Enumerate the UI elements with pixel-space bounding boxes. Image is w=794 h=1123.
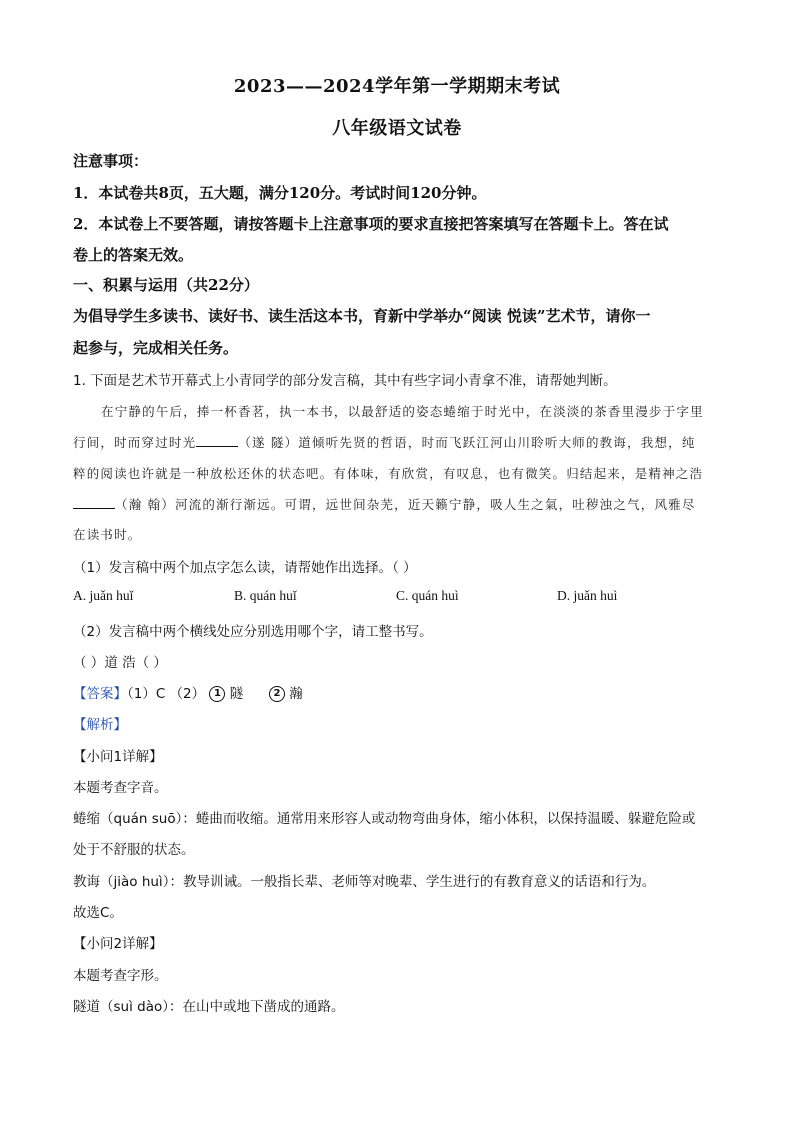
analysis-q1-line-1: 本题考查字音。 bbox=[73, 780, 168, 796]
analysis-q1-line-5: 故选C。 bbox=[73, 905, 123, 921]
question-1-sub-2: （2）发言稿中两个横线处应分别选用哪个字，请工整书写。 bbox=[73, 624, 433, 640]
passage-line-2-end: （遂 隧）道倾听先贤的哲语，时而飞跃江河山川聆听大师的教诲，我想，纯 bbox=[238, 435, 696, 450]
analysis-q2-heading: 【小问2详解】 bbox=[73, 936, 163, 952]
section-1-intro-a: 为倡导学生多读书、读好书、读生活这本书，育新中学举办“阅读 悦读”艺术节，请你一 bbox=[73, 307, 651, 325]
answer-text: （1）C （2） bbox=[127, 686, 206, 702]
passage-line-4-end: （瀚 翰）河流的渐行渐远。可谓，远世间杂芜，近天籁宁静，吸人生之氣，吐秽浊之气，风雅尽 bbox=[115, 497, 696, 512]
notice-item-2b: 卷上的答案无效。 bbox=[73, 246, 194, 264]
analysis-q2-line-2: 隧道（suì dào）：在山中或地下凿成的通路。 bbox=[73, 999, 345, 1015]
answer-blank-2 bbox=[73, 496, 115, 509]
analysis-q2-line-1: 本题考查字形。 bbox=[73, 968, 168, 984]
circled-number-2: 2 bbox=[269, 686, 285, 702]
passage-line-2 bbox=[73, 433, 696, 451]
notice-item-1: 1．本试卷共8页，五大题，满分120分。考试时间120分钟。 bbox=[73, 184, 487, 202]
answer-line bbox=[73, 682, 303, 702]
passage-line-1: 在宁静的午后，捧一杯香茗，执一本书，以最舒适的姿态蜷缩于时光中，在淡淡的茶香里漫步于字里 bbox=[101, 404, 704, 419]
passage-line-4 bbox=[73, 495, 696, 513]
passage-line-5: 在读书时。 bbox=[73, 527, 142, 542]
question-1-sub-2-fill: （ ）道 浩（ ） bbox=[73, 655, 167, 671]
notice-item-2a: 2．本试卷上不要答题，请按答题卡上注意事项的要求直接把答案填写在答题卡上。答在试 bbox=[73, 215, 669, 233]
answer-tag: 【答案】 bbox=[73, 686, 127, 702]
answer-char-2: 瀚 bbox=[289, 686, 303, 702]
analysis-q1-line-3: 处于不舒服的状态。 bbox=[73, 842, 195, 858]
option-b: B. quán huǐ bbox=[234, 588, 297, 603]
passage-line-2-start: 行间，时而穿过时光 bbox=[73, 435, 197, 450]
section-1-heading: 一、积累与运用（共22分） bbox=[73, 276, 259, 294]
section-1-intro-b: 起参与，完成相关任务。 bbox=[73, 339, 239, 357]
analysis-q1-line-4: 教诲（jiào huì）：教导训诫。一般指长辈、老师等对晚辈、学生进行的有教育意义的话语和行为。 bbox=[73, 874, 656, 890]
answer-blank-1 bbox=[196, 434, 238, 447]
option-a: A. juǎn huǐ bbox=[73, 588, 134, 603]
analysis-q1-line-2: 蜷缩（quán suō）：蜷曲而收缩。通常用来形容人或动物弯曲身体，缩小体积，以保持温暖、躲避危险或 bbox=[73, 811, 696, 827]
question-1-sub-1: （1）发言稿中两个加点字怎么读，请帮她作出选择。（ ） bbox=[73, 560, 417, 576]
analysis-q1-heading: 【小问1详解】 bbox=[73, 749, 163, 765]
question-1-stem: 1. 下面是艺术节开幕式上小青同学的部分发言稿，其中有些字词小青拿不准，请帮她判断。 bbox=[73, 373, 617, 389]
option-c: C. quán huì bbox=[396, 588, 459, 603]
circled-number-1: 1 bbox=[209, 686, 225, 702]
option-d: D. juǎn huì bbox=[557, 588, 618, 603]
analysis-tag: 【解析】 bbox=[73, 717, 127, 733]
answer-char-1: 隧 bbox=[229, 686, 244, 702]
exam-subtitle: 八年级语文试卷 bbox=[332, 118, 462, 139]
passage-line-3: 粹的阅读也许就是一种放松还休的状态吧。有体味，有欣赏，有叹息，也有微笑。归结起来，是精神之浩 bbox=[73, 466, 704, 481]
exam-title: 2023——2024学年第一学期期末考试 bbox=[233, 76, 561, 97]
notice-heading: 注意事项： bbox=[73, 152, 149, 170]
